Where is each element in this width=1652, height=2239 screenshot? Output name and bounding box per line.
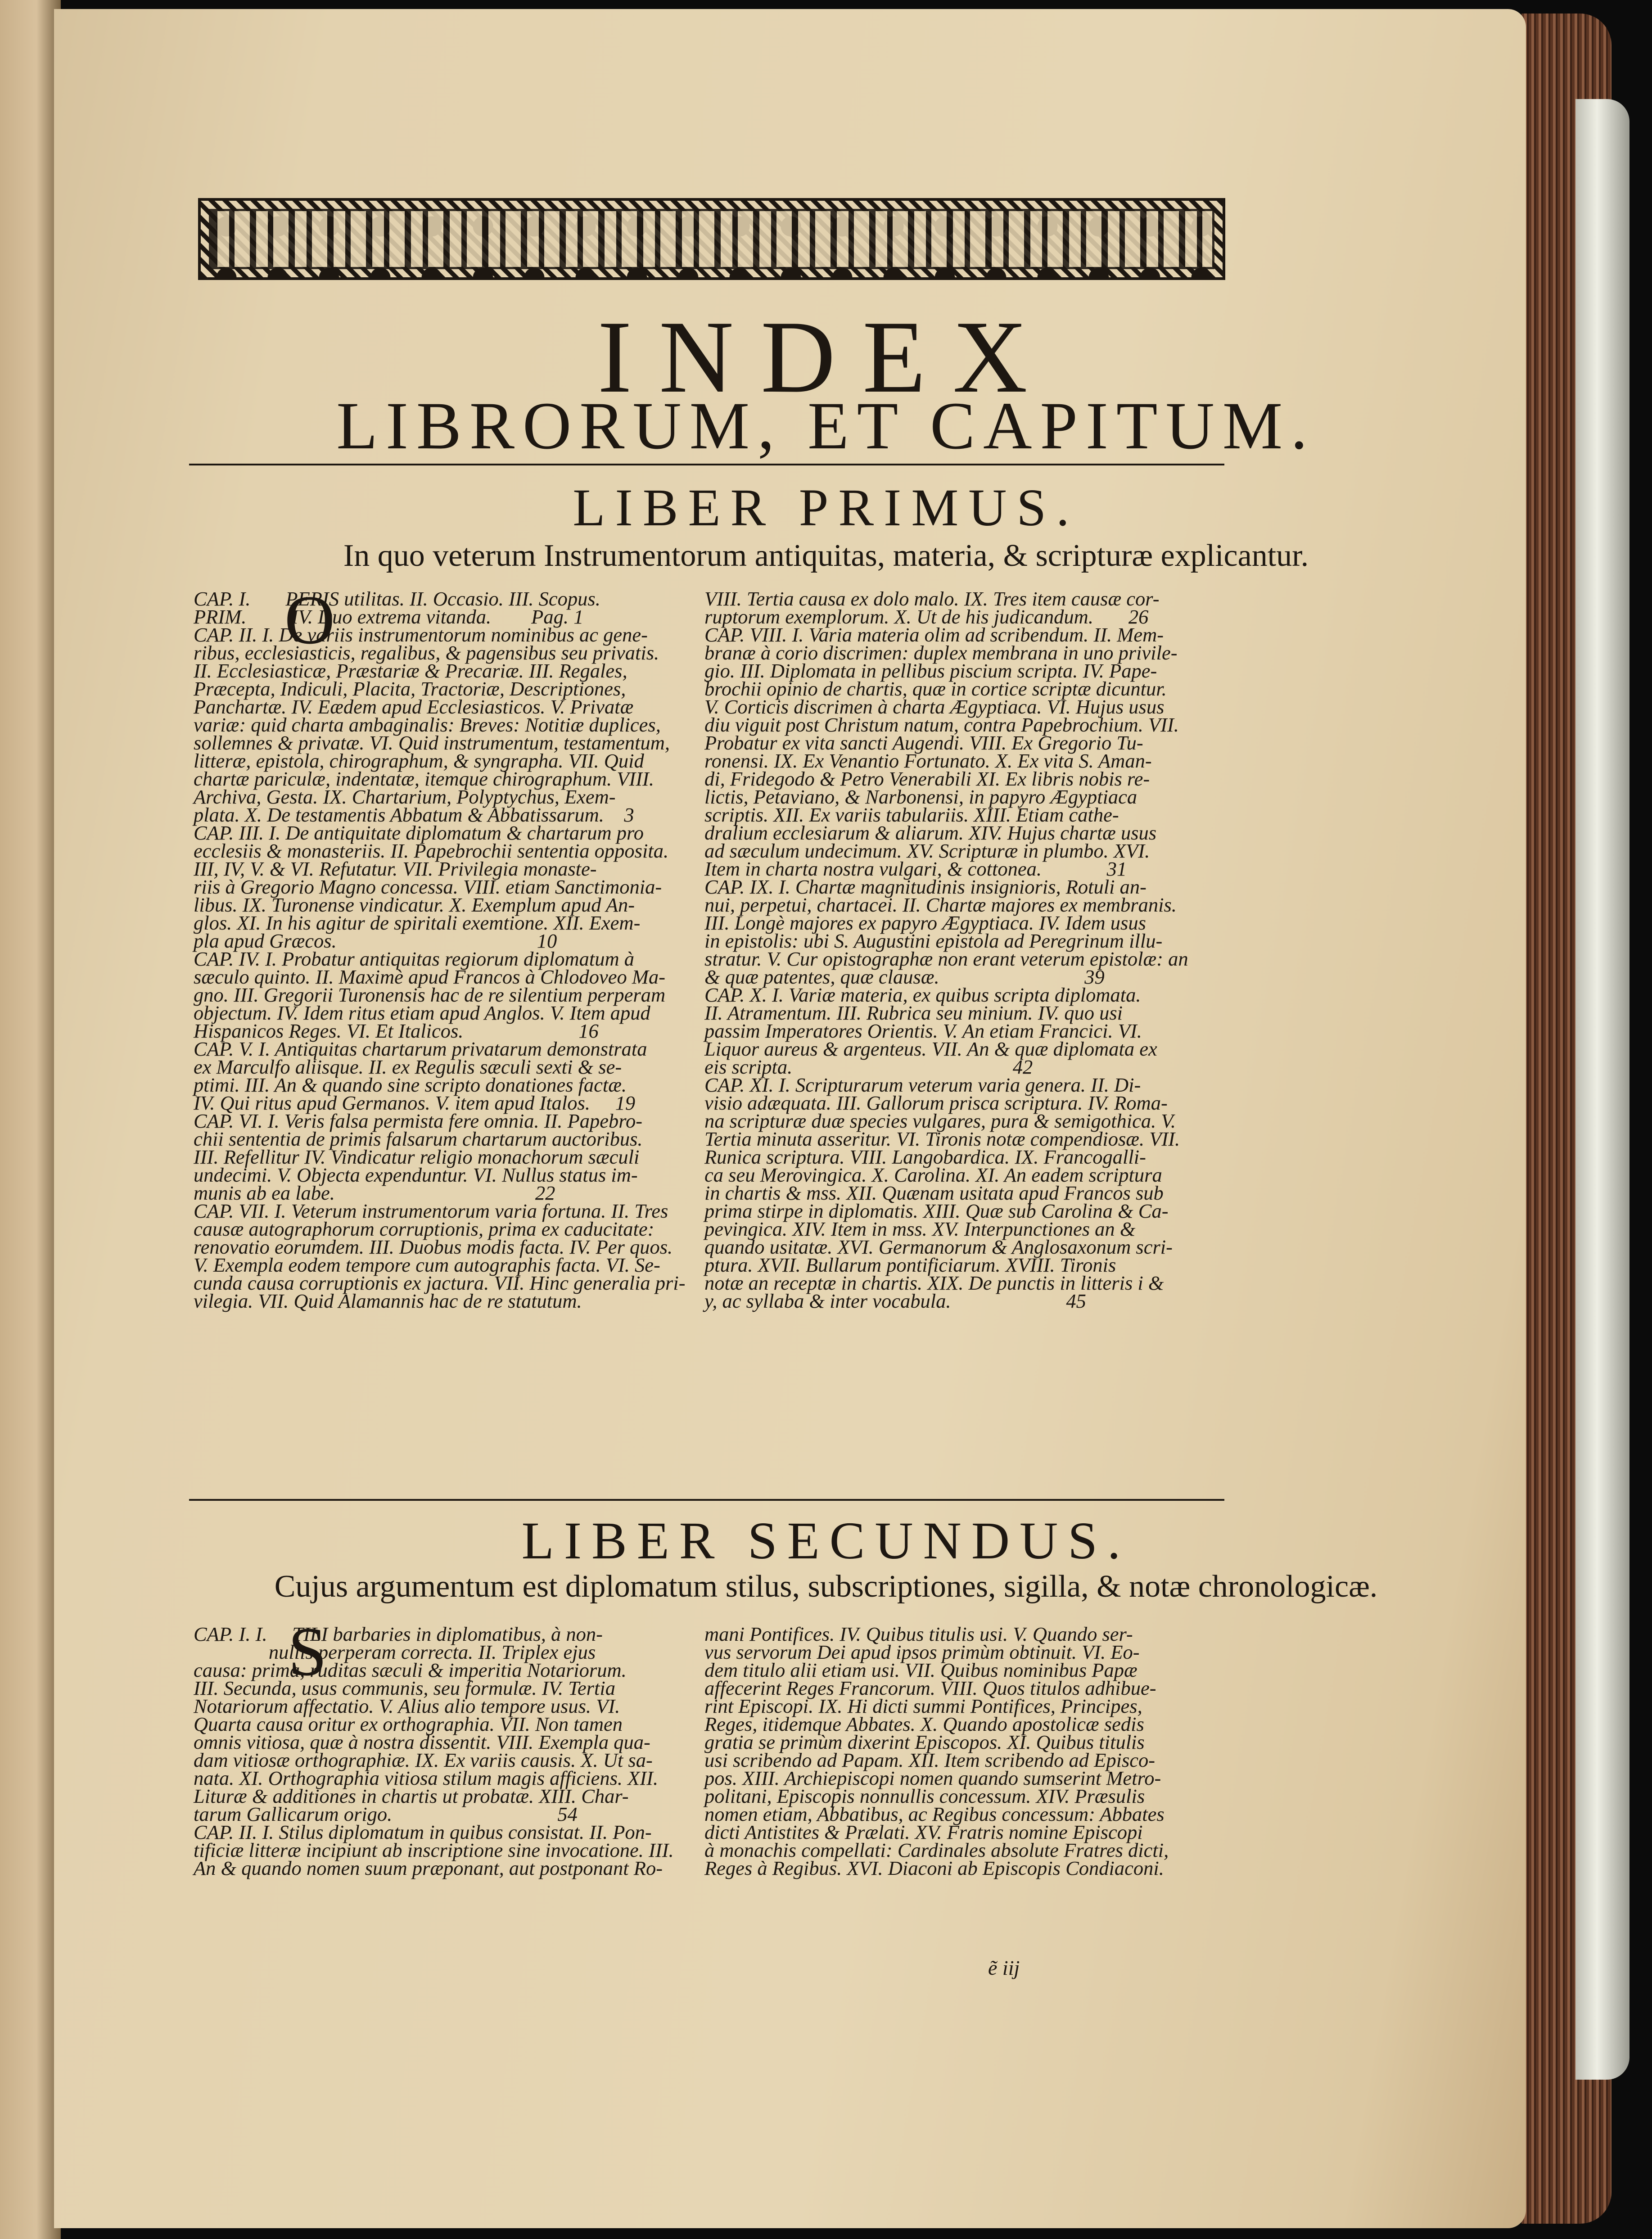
- index-line: ad sæculum undecimum. XV. Scripturæ in plumbo. XVI.: [704, 840, 1150, 862]
- index-line: variæ: quid charta ambaginalis: Breves: Notitiæ duplices,: [194, 713, 661, 736]
- index-line: omnis vitiosa, quæ à nostra dissentit. VIII. Exempla qua-: [194, 1731, 650, 1753]
- index-line: CAP. III. I. De antiquitate diplomatum & chartarum pro: [194, 822, 644, 844]
- index-line: dralium ecclesiarum & aliarum. XIV. Hujus chartæ usus: [704, 822, 1157, 844]
- index-line: vilegia. VII. Quid Alamannis hac de re statutum.: [194, 1290, 582, 1312]
- index-line: sollemnes & privatæ. VI. Quid instrumentum, testamentum,: [194, 731, 670, 754]
- index-line: brochii opinio de chartis, quæ in cortice scriptæ dicuntur.: [704, 677, 1167, 700]
- index-line: libus. IX. Turonense vindicatur. X. Exemplum apud An-: [194, 894, 635, 916]
- index-line: gno. III. Gregorii Turonensis hac de re silentium perperam: [194, 984, 666, 1006]
- index-line: VIII. Tertia causa ex dolo malo. IX. Tres item causæ cor-: [704, 587, 1160, 610]
- index-line: gio. III. Diplomata in pellibus piscium scripta. IV. Pape-: [704, 659, 1157, 682]
- index-line: ca seu Merovingica. X. Carolina. XI. An eadem scriptura: [704, 1164, 1162, 1186]
- index-line: ecclesiis & monasteriis. II. Papebrochii sententia opposita.: [194, 840, 669, 862]
- index-line: CAP. V. I. Antiquitas chartarum privatarum demonstrata: [194, 1038, 647, 1060]
- index-line: Reges, itidemque Abbates. X. Quando apostolicæ sedis: [704, 1713, 1144, 1735]
- index-line: na scripturæ duæ species vulgares, pura & semigothica. V.: [704, 1110, 1176, 1132]
- index-line: CAP. VIII. I. Varia materia olim ad scribendum. II. Mem-: [704, 623, 1164, 646]
- index-line: notæ an receptæ in chartis. XIX. De punctis in litteris i &: [704, 1272, 1164, 1294]
- index-line: Quarta causa oritur ex orthographia. VII. Non tamen: [194, 1713, 623, 1735]
- index-line: II. Ecclesiasticæ, Præstariæ & Precariæ. III. Regales,: [194, 659, 627, 682]
- index-title: INDEX: [597, 299, 1055, 414]
- index-line: eis scripta. 42: [704, 1056, 1033, 1078]
- index-line: dam vitiosæ orthographiæ. IX. Ex variis causis. X. Ut sa-: [194, 1749, 653, 1771]
- liber-primus-right-column: [704, 587, 1222, 1312]
- liber-secundus-title: LIBER SECUNDUS.: [521, 1511, 1131, 1570]
- drop-cap-s: S: [288, 1613, 327, 1690]
- index-line: CAP. VII. I. Veterum instrumentorum varia fortuna. II. Tres: [194, 1200, 668, 1222]
- index-line: chartæ pariculæ, indentatæ, itemque chirographum. VIII.: [194, 767, 654, 790]
- liber-secundus-description: Cujus argumentum est diplomatum stilus, subscriptiones, sigilla, & notæ chronologicæ.: [274, 1569, 1378, 1604]
- index-line: pos. XIII. Archiepiscopi nomen quando sumserint Metro-: [704, 1767, 1161, 1789]
- index-subtitle: LIBRORUM, ET CAPITUM.: [336, 388, 1316, 463]
- index-line: Item in charta nostra vulgari, & cottonea. 31: [704, 858, 1127, 880]
- index-line: Lituræ & additiones in chartis ut probatæ. XIII. Char-: [194, 1785, 629, 1807]
- index-line: CAP. VI. I. Veris falsa permista fere omnia. II. Papebro-: [194, 1110, 643, 1132]
- index-line: y, ac syllaba & inter vocabula. 45: [704, 1290, 1086, 1312]
- index-line: litteræ, epistola, chirographum, & syngrapha. VII. Quid: [194, 749, 644, 772]
- index-line: CAP. II. I. De variis instrumentorum nominibus ac gene-: [194, 623, 648, 646]
- index-line: Runica scriptura. VIII. Langobardica. IX. Francogalli-: [704, 1146, 1146, 1168]
- index-line: lictis, Petaviano, & Narbonensi, in papyro Ægyptiaca: [704, 785, 1137, 808]
- index-line: Archiva, Gesta. IX. Chartarium, Polyptychus, Exem-: [194, 785, 616, 808]
- index-line: stratur. V. Cur opistographæ non erant veterum epistolæ: an: [704, 948, 1188, 970]
- title-rule: [189, 464, 1224, 465]
- signature-mark: ẽ iij: [988, 1956, 1020, 1979]
- index-line: sæculo quinto. II. Maximè apud Francos à Chlodoveo Ma-: [194, 966, 666, 988]
- index-line: IV. Qui ritus apud Germanos. V. item apud Italos. 19: [194, 1092, 636, 1114]
- index-line: Reges à Regibus. XVI. Diaconi ab Episcopis Condiaconi.: [704, 1857, 1164, 1879]
- index-line: tarum Gallicarum origo. 54: [194, 1803, 578, 1825]
- index-line: ptimi. III. An & quando sine scripto donationes factæ.: [194, 1074, 627, 1096]
- index-line: causæ autographorum corruptionis, prima ex caducitate:: [194, 1218, 654, 1240]
- index-line: affecerint Reges Francorum. VIII. Quos titulos adhibue-: [704, 1677, 1156, 1699]
- index-line: munis ab ea labe. 22: [194, 1182, 555, 1204]
- index-line: nui, perpetui, chartacei. II. Chartæ majores ex membranis.: [704, 894, 1177, 916]
- index-line: nullis perperam correcta. II. Triplex ejus: [194, 1641, 596, 1663]
- index-line: Tertia minuta asseritur. VI. Tironis notæ compendiosæ. VII.: [704, 1128, 1180, 1150]
- liber-primus-left-column: [194, 587, 689, 1312]
- index-line: III, IV, V. & VI. Refutatur. VII. Privilegia monaste-: [194, 858, 597, 880]
- index-line: ptura. XVII. Bullarum pontificiarum. XVIII. Tironis: [704, 1254, 1116, 1276]
- index-line: cunda causa corruptionis ex jactura. VII. Hinc generalia pri-: [194, 1272, 686, 1294]
- index-line: di, Fridegodo & Petro Venerabili XI. Ex libris nobis re-: [704, 767, 1150, 790]
- index-line: dem titulo alii etiam usi. VII. Quibus nominibus Papæ: [704, 1659, 1137, 1681]
- index-line: CAP. IV. I. Probatur antiquitas regiorum diplomatum à: [194, 948, 635, 970]
- index-line: Liquor aureus & argenteus. VII. An & quæ diplomata ex: [704, 1038, 1157, 1060]
- index-line: branæ à corio discrimen: duplex membrana in uno privile-: [704, 641, 1178, 664]
- index-line: ronensi. IX. Ex Venantio Fortunato. X. Ex vita S. Aman-: [704, 749, 1152, 772]
- index-line: nata. XI. Orthographia vitiosa stilum magis afficiens. XII.: [194, 1767, 659, 1789]
- ornamental-headpiece: [198, 198, 1225, 280]
- liber-secundus-right-column: [704, 1625, 1222, 1877]
- index-line: III. Secunda, usus communis, seu formulæ. IV. Tertia: [194, 1677, 615, 1699]
- index-line: in chartis & mss. XII. Quænam usitata apud Francos sub: [704, 1182, 1164, 1204]
- index-line: ex Marculfo aliisque. II. ex Regulis sæculi sexti & se-: [194, 1056, 622, 1078]
- index-line: objectum. IV. Idem ritus etiam apud Anglos. V. Item apud: [194, 1002, 650, 1024]
- index-line: CAP. II. I. Stilus diplomatum in quibus consistat. II. Pon-: [194, 1821, 652, 1843]
- index-line: in epistolis: ubi S. Augustini epistola ad Peregrinum illu-: [704, 930, 1163, 952]
- index-line: ruptorum exemplorum. X. Ut de his judicandum. 26: [704, 605, 1149, 628]
- index-line: III. Refellitur IV. Vindicatur religio monachorum sæculi: [194, 1146, 640, 1168]
- index-line: visio adæquata. III. Gallorum prisca scriptura. IV. Roma-: [704, 1092, 1168, 1114]
- index-line: nomen etiam, Abbatibus, ac Regibus concessum: Abbates: [704, 1803, 1165, 1825]
- index-line: vus servorum Dei apud ipsos primùm obtinuit. VI. Eo-: [704, 1641, 1140, 1663]
- index-line: An & quando nomen suum præponant, aut postponant Ro-: [194, 1857, 663, 1879]
- index-line: CAP. XI. I. Scripturarum veterum varia genera. II. Di-: [704, 1074, 1141, 1096]
- index-line: à monachis compellati: Cardinales absolute Fratres dicti,: [704, 1839, 1169, 1861]
- index-line: scriptis. XII. Ex variis tabulariis. XIII. Etiam cathe-: [704, 804, 1119, 826]
- liber-primus-description: In quo veterum Instrumentorum antiquitas, materia, & scripturæ explicantur.: [343, 538, 1309, 573]
- index-line: rint Episcopi. IX. Hi dicti summi Pontifices, Principes,: [704, 1695, 1142, 1717]
- index-line: & quæ patentes, quæ clausæ. 39: [704, 966, 1105, 988]
- index-line: diu viguit post Christum natum, contra Papebrochium. VII.: [704, 713, 1179, 736]
- index-line: undecimi. V. Objecta expenduntur. VI. Nullus status im-: [194, 1164, 638, 1186]
- index-line: V. Exempla eodem tempore cum autographis facta. VI. Se-: [194, 1254, 660, 1276]
- index-line: causa: prima, ruditas sæculi & imperitia Notariorum.: [194, 1659, 627, 1681]
- index-line: CAP. I. I. TILI barbaries in diplomatibus, à non-: [194, 1623, 603, 1645]
- index-line: Probatur ex vita sancti Augendi. VIII. Ex Gregorio Tu-: [704, 731, 1143, 754]
- liber-primus-title: LIBER PRIMUS.: [573, 478, 1079, 537]
- index-line: V. Corticis discrimen à charta Ægyptiaca. VI. Hujus usus: [704, 695, 1165, 718]
- index-line: pla apud Græcos. 10: [194, 930, 557, 952]
- index-line: Hispanicos Reges. VI. Et Italicos. 16: [194, 1020, 599, 1042]
- index-line: plata. X. De testamentis Abbatum & Abbatissarum. 3: [194, 804, 634, 826]
- index-line: ribus, ecclesiasticis, regalibus, & pagensibus seu privatis.: [194, 641, 659, 664]
- index-line: usi scribendo ad Papam. XII. Item scribendo ad Episco-: [704, 1749, 1155, 1771]
- index-line: politani, Episcopis nonnullis concessum. XIV. Præsulis: [704, 1785, 1145, 1807]
- index-line: Præcepta, Indiculi, Placita, Tractoriæ, Descriptiones,: [194, 677, 626, 700]
- index-line: III. Longè majores ex papyro Ægyptiaca. IV. Idem usus: [704, 912, 1146, 934]
- index-line: quando usitatæ. XVI. Germanorum & Anglosaxonum scri-: [704, 1236, 1173, 1258]
- drop-cap-o: O: [284, 581, 335, 659]
- index-line: prima stirpe in diplomatis. XIII. Quæ sub Carolina & Ca-: [704, 1200, 1169, 1222]
- index-line: glos. XI. In his agitur de spiritali exemtione. XII. Exem-: [194, 912, 641, 934]
- index-line: dicti Antistites & Prælati. XV. Fratris nomine Episcopi: [704, 1821, 1143, 1843]
- index-line: CAP. X. I. Variæ materia, ex quibus scripta diplomata.: [704, 984, 1141, 1006]
- index-line: Notariorum affectatio. V. Alius alio tempore usus. VI.: [194, 1695, 620, 1717]
- index-line: chii sententia de primis falsarum chartarum auctoribus.: [194, 1128, 643, 1150]
- index-line: pevingica. XIV. Item in mss. XV. Interpunctiones an &: [704, 1218, 1136, 1240]
- headpiece-pattern: [209, 209, 1214, 269]
- index-line: tificiæ litteræ incipiunt ab inscriptione sine invocatione. III.: [194, 1839, 674, 1861]
- liber-divider-rule: [189, 1499, 1224, 1501]
- index-line: CAP. IX. I. Chartæ magnitudinis insignioris, Rotuli an-: [704, 876, 1146, 898]
- liber-secundus-left-column: [194, 1625, 689, 1877]
- index-line: Panchartæ. IV. Eædem apud Ecclesiasticos. V. Privatæ: [194, 695, 634, 718]
- index-line: PRIM. IV. Duo extrema vitanda. Pag. 1: [194, 605, 584, 628]
- index-line: mani Pontifices. IV. Quibus titulis usi. V. Quando ser-: [704, 1623, 1133, 1645]
- index-line: II. Atramentum. III. Rubrica seu minium. IV. quo usi: [704, 1002, 1123, 1024]
- index-line: riis à Gregorio Magno concessa. VIII. etiam Sanctimonia-: [194, 876, 662, 898]
- index-line: CAP. I. PERIS utilitas. II. Occasio. III. Scopus.: [194, 587, 600, 610]
- index-line: passim Imperatores Orientis. V. An etiam Francici. VI.: [704, 1020, 1142, 1042]
- index-line: gratia se primùm dixerint Episcopos. XI. Quibus titulis: [704, 1731, 1145, 1753]
- index-line: renovatio eorumdem. III. Duobus modis facta. IV. Per quos.: [194, 1236, 673, 1258]
